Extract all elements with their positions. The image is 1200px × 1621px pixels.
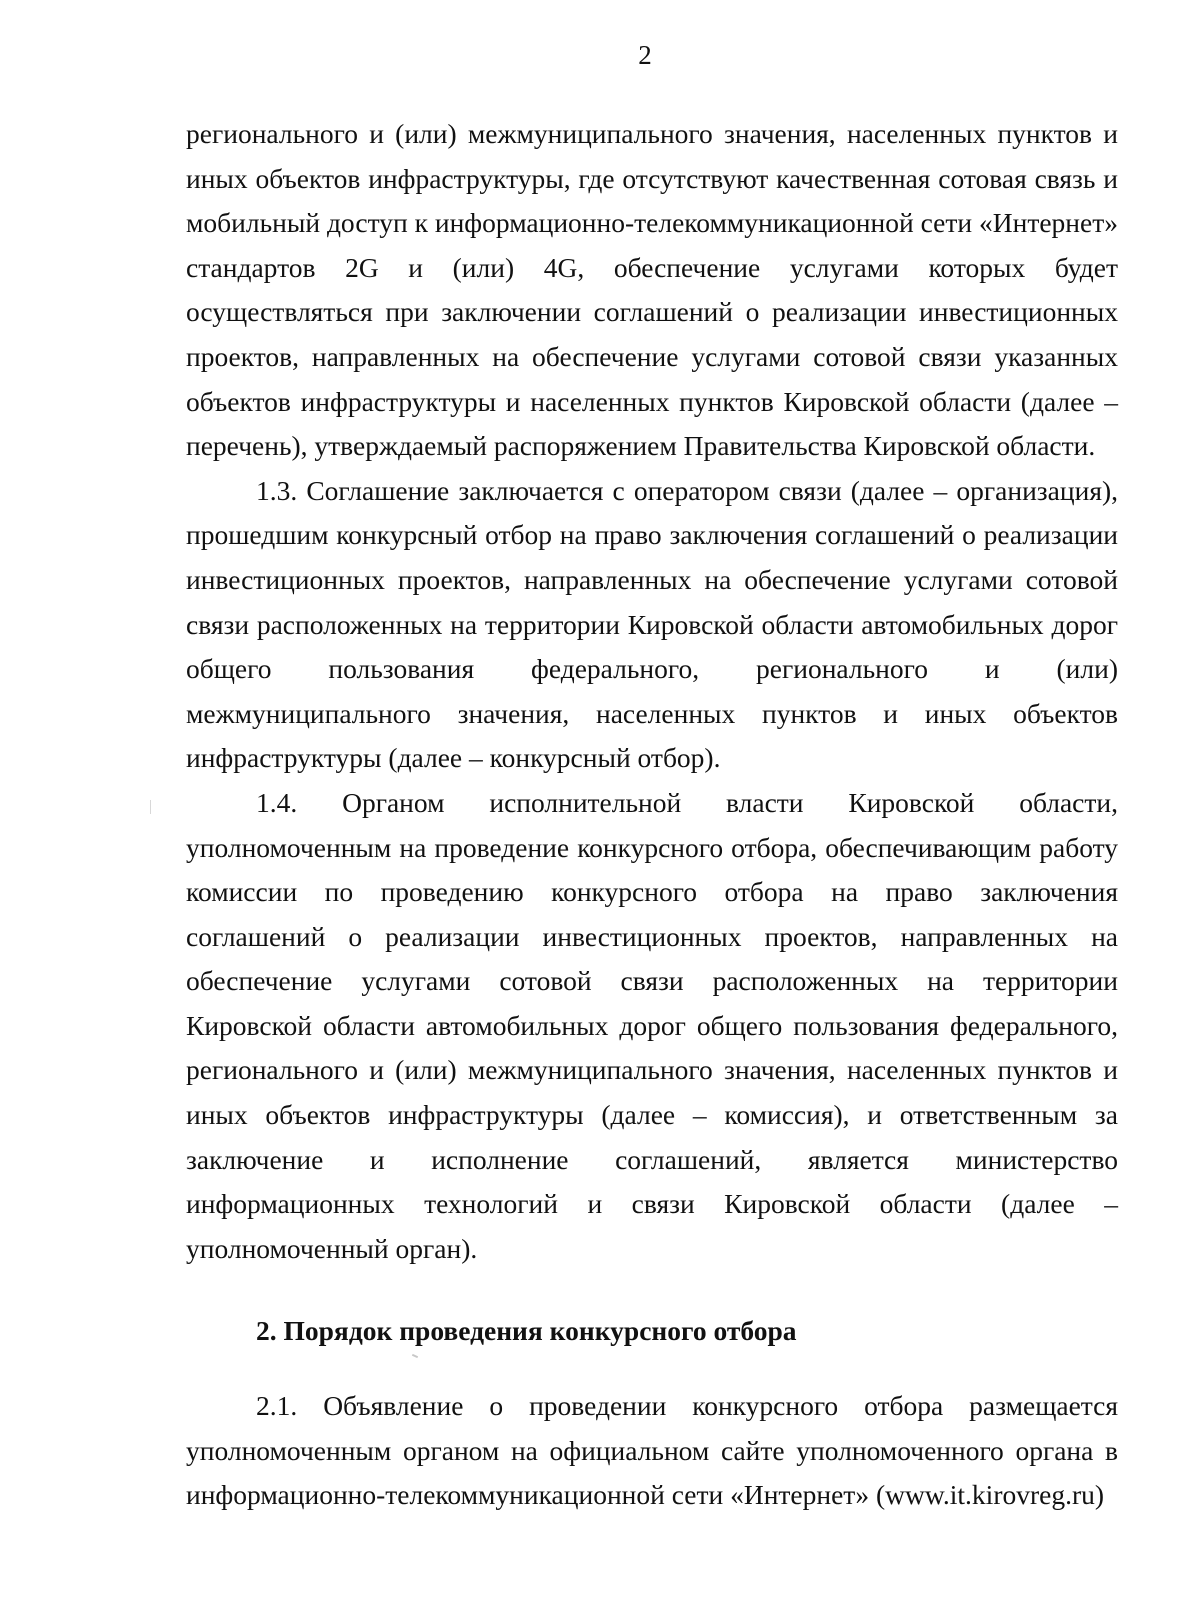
- scan-margin-mark: [150, 800, 151, 814]
- page-number: 2: [638, 40, 652, 70]
- document-body: [186, 112, 1118, 1518]
- paragraph-1-3: 1.3. Соглашение заключается с оператором связи (далее – организация), прошедшим конкурсный отбор на право заключения соглашений о реализации инвестиционных проектов, направленных на обеспечение услугами сотовой связи расположенных на территории Кировской области автомобильных дорог общего пользования федерального, регионального и (или) межмуниципального значения, населенных пунктов и иных объектов инфраструктуры (далее – конкурсный отбор).: [186, 474, 1118, 774]
- paragraph-2-1: 2.1. Объявление о проведении конкурсного отбора размещается уполномоченным органом на официальном сайте уполномоченного органа в информационно-телекоммуникационной сети «Интернет» (www.it.kirovreg.ru): [186, 1390, 1118, 1511]
- paragraph-1-4: 1.4. Органом исполнительной власти Кировской области, уполномоченным на проведение конкурсного отбора, обеспечивающим работу комиссии по проведению конкурсного отбора на право заключения соглашений о реализации инвестиционных проектов, направленных на обеспечение услугами сотовой связи расположенных на территории Кировской области автомобильных дорог общего пользования федерального, регионального и (или) межмуниципального значения, населенных пунктов и иных объектов инфраструктуры (далее – комиссия), и ответственным за заключение и исполнение соглашений, является министерство информационных технологий и связи Кировской области (далее – уполномоченный орган).: [186, 786, 1118, 1264]
- section-heading: 2. Порядок проведения конкурсного отбора: [256, 1315, 797, 1347]
- paragraph-continuation: регионального и (или) межмуниципального значения, населенных пунктов и иных объектов инфраструктуры, где отсутствуют качественная сотовая связь и мобильный доступ к информационно-телекоммуникационной сети «Интернет» стандартов 2G и (или) 4G, обеспечение услугами которых будет осуществляться при заключении соглашений о реализации инвестиционных проектов, направленных на обеспечение услугами сотовой связи указанных объектов инфраструктуры и населенных пунктов Кировской области (далее – перечень), утверждаемый распоряжением Правительства Кировской области.: [186, 118, 1118, 462]
